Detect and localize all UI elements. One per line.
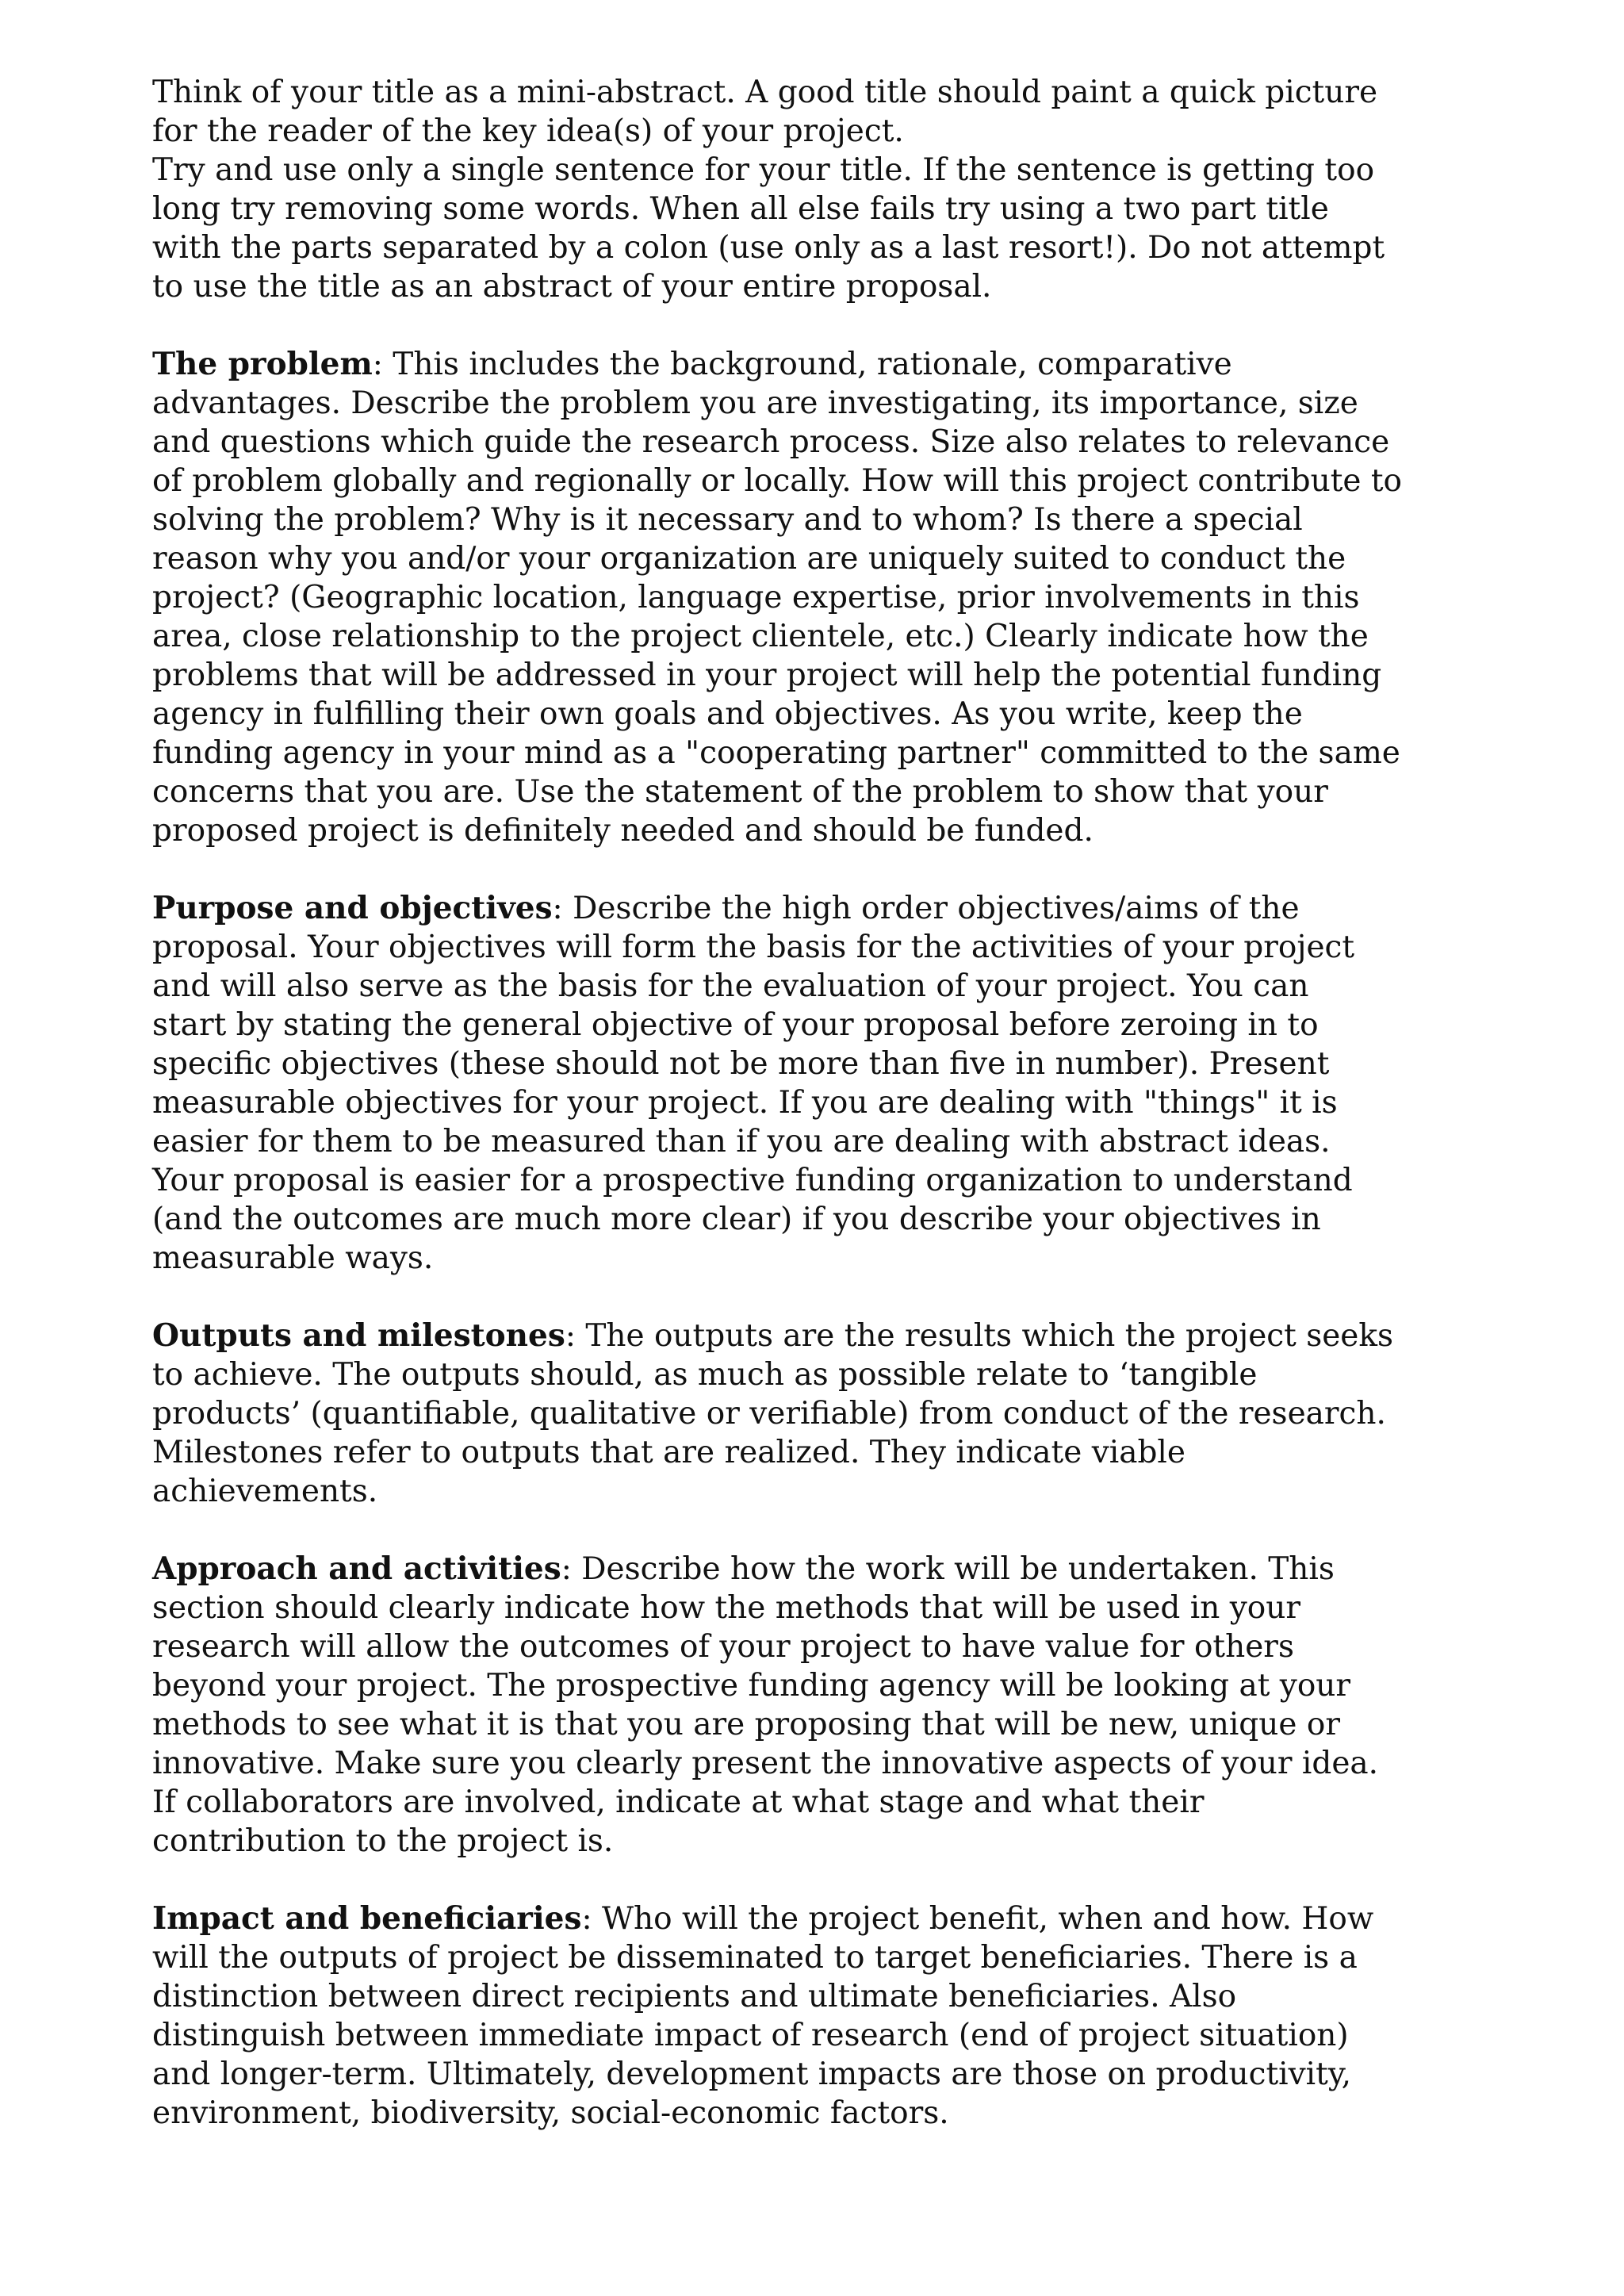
section-approach-and-activities [152,1550,1461,1861]
intro-paragraph-title-abstract: Think of your title as a mini-abstract. A good title should paint a quick picture for the reader of the key idea(s) of your project. [152,75,1378,149]
intro-paragraph-single-sentence: Try and use only a single sentence for your title. If the sentence is getting too long try removing some words. When all else fails try using a two part title with the parts separated by a colon (use only as a last resort!). Do not attempt to use the title as an abstract of your entire proposal. [152,152,1385,305]
section-heading-outputs-and-milestones: Outputs and milestones [152,1317,565,1354]
section-heading-impact-and-beneficiaries: Impact and beneficiaries [152,1900,582,1937]
section-outputs-and-milestones [152,1317,1461,1511]
section-heading-the-problem: The problem [152,346,373,382]
section-body-purpose-and-objectives: : Describe the high order objectives/aims of the proposal. Your objectives will form the basis for the activities of your project and will also serve as the basis for the evaluation of your project. You can start by stating the general objective of your proposal before zeroing in to specific objectives (these should not be more than five in number). Present measurable objectives for your project. If you are dealing with "things" it is easier for them to be measured than if you are dealing with abstract ideas. Your proposal is easier for a prospective funding organization to understand (and the outcomes are much more clear) if you describe your objectives in measurable ways. [152,891,1355,1276]
section-purpose-and-objectives [152,889,1461,1278]
section-body-approach-and-activities: : Describe how the work will be undertaken. This section should clearly indicate how the methods that will be used in your research will allow the outcomes of your project to have value for others beyond your project. The prospective funding agency will be looking at your methods to see what it is that you are proposing that will be new, unique or innovative. Make sure you clearly present the innovative aspects of your idea. If collaborators are involved, indicate at what stage and what their contribution to the project is. [152,1551,1379,1859]
section-impact-and-beneficiaries [152,1899,1461,2133]
section-body-the-problem: : This includes the background, rationale, comparative advantages. Describe the problem you are investigating, its importance, size and questions which guide the research process. Size also relates to relevance of problem globally and regionally or locally. How will this project contribute to solving the problem? Why is it necessary and to whom? Is there a special reason why you and/or your organization are uniquely suited to conduct the project? (Geographic location, language expertise, prior involvements in this area, close relationship to the project clientele, etc.) Clearly indicate how the problems that will be addressed in your project will help the potential funding agency in fulfilling their own goals and objectives. As you write, keep the funding agency in your mind as a "cooperating partner" committed to the same concerns that you are. Use the statement of the problem to show that your proposed project is definitely needed and should be funded. [152,347,1403,849]
document-page [152,73,1461,2171]
section-the-problem [152,345,1461,850]
section-body-outputs-and-milestones: : The outputs are the results which the project seeks to achieve. The outputs should, as much as possible relate to ‘tangible products’ (quantifiable, qualitative or verifiable) from conduct of the research. Milestones refer to outputs that are realized. They indicate viable achievements. [152,1318,1394,1509]
section-heading-approach-and-activities: Approach and activities [152,1550,561,1587]
section-body-impact-and-beneficiaries: : Who will the project benefit, when and how. How will the outputs of project be disseminated to target beneficiaries. There is a distinction between direct recipients and ultimate beneficiaries. Also distinguish between immediate impact of research (end of project situation) and longer-term. Ultimately, development impacts are those on productivity, environment, biodiversity, social-economic factors. [152,1901,1374,2131]
section-heading-purpose-and-objectives: Purpose and objectives [152,890,553,926]
